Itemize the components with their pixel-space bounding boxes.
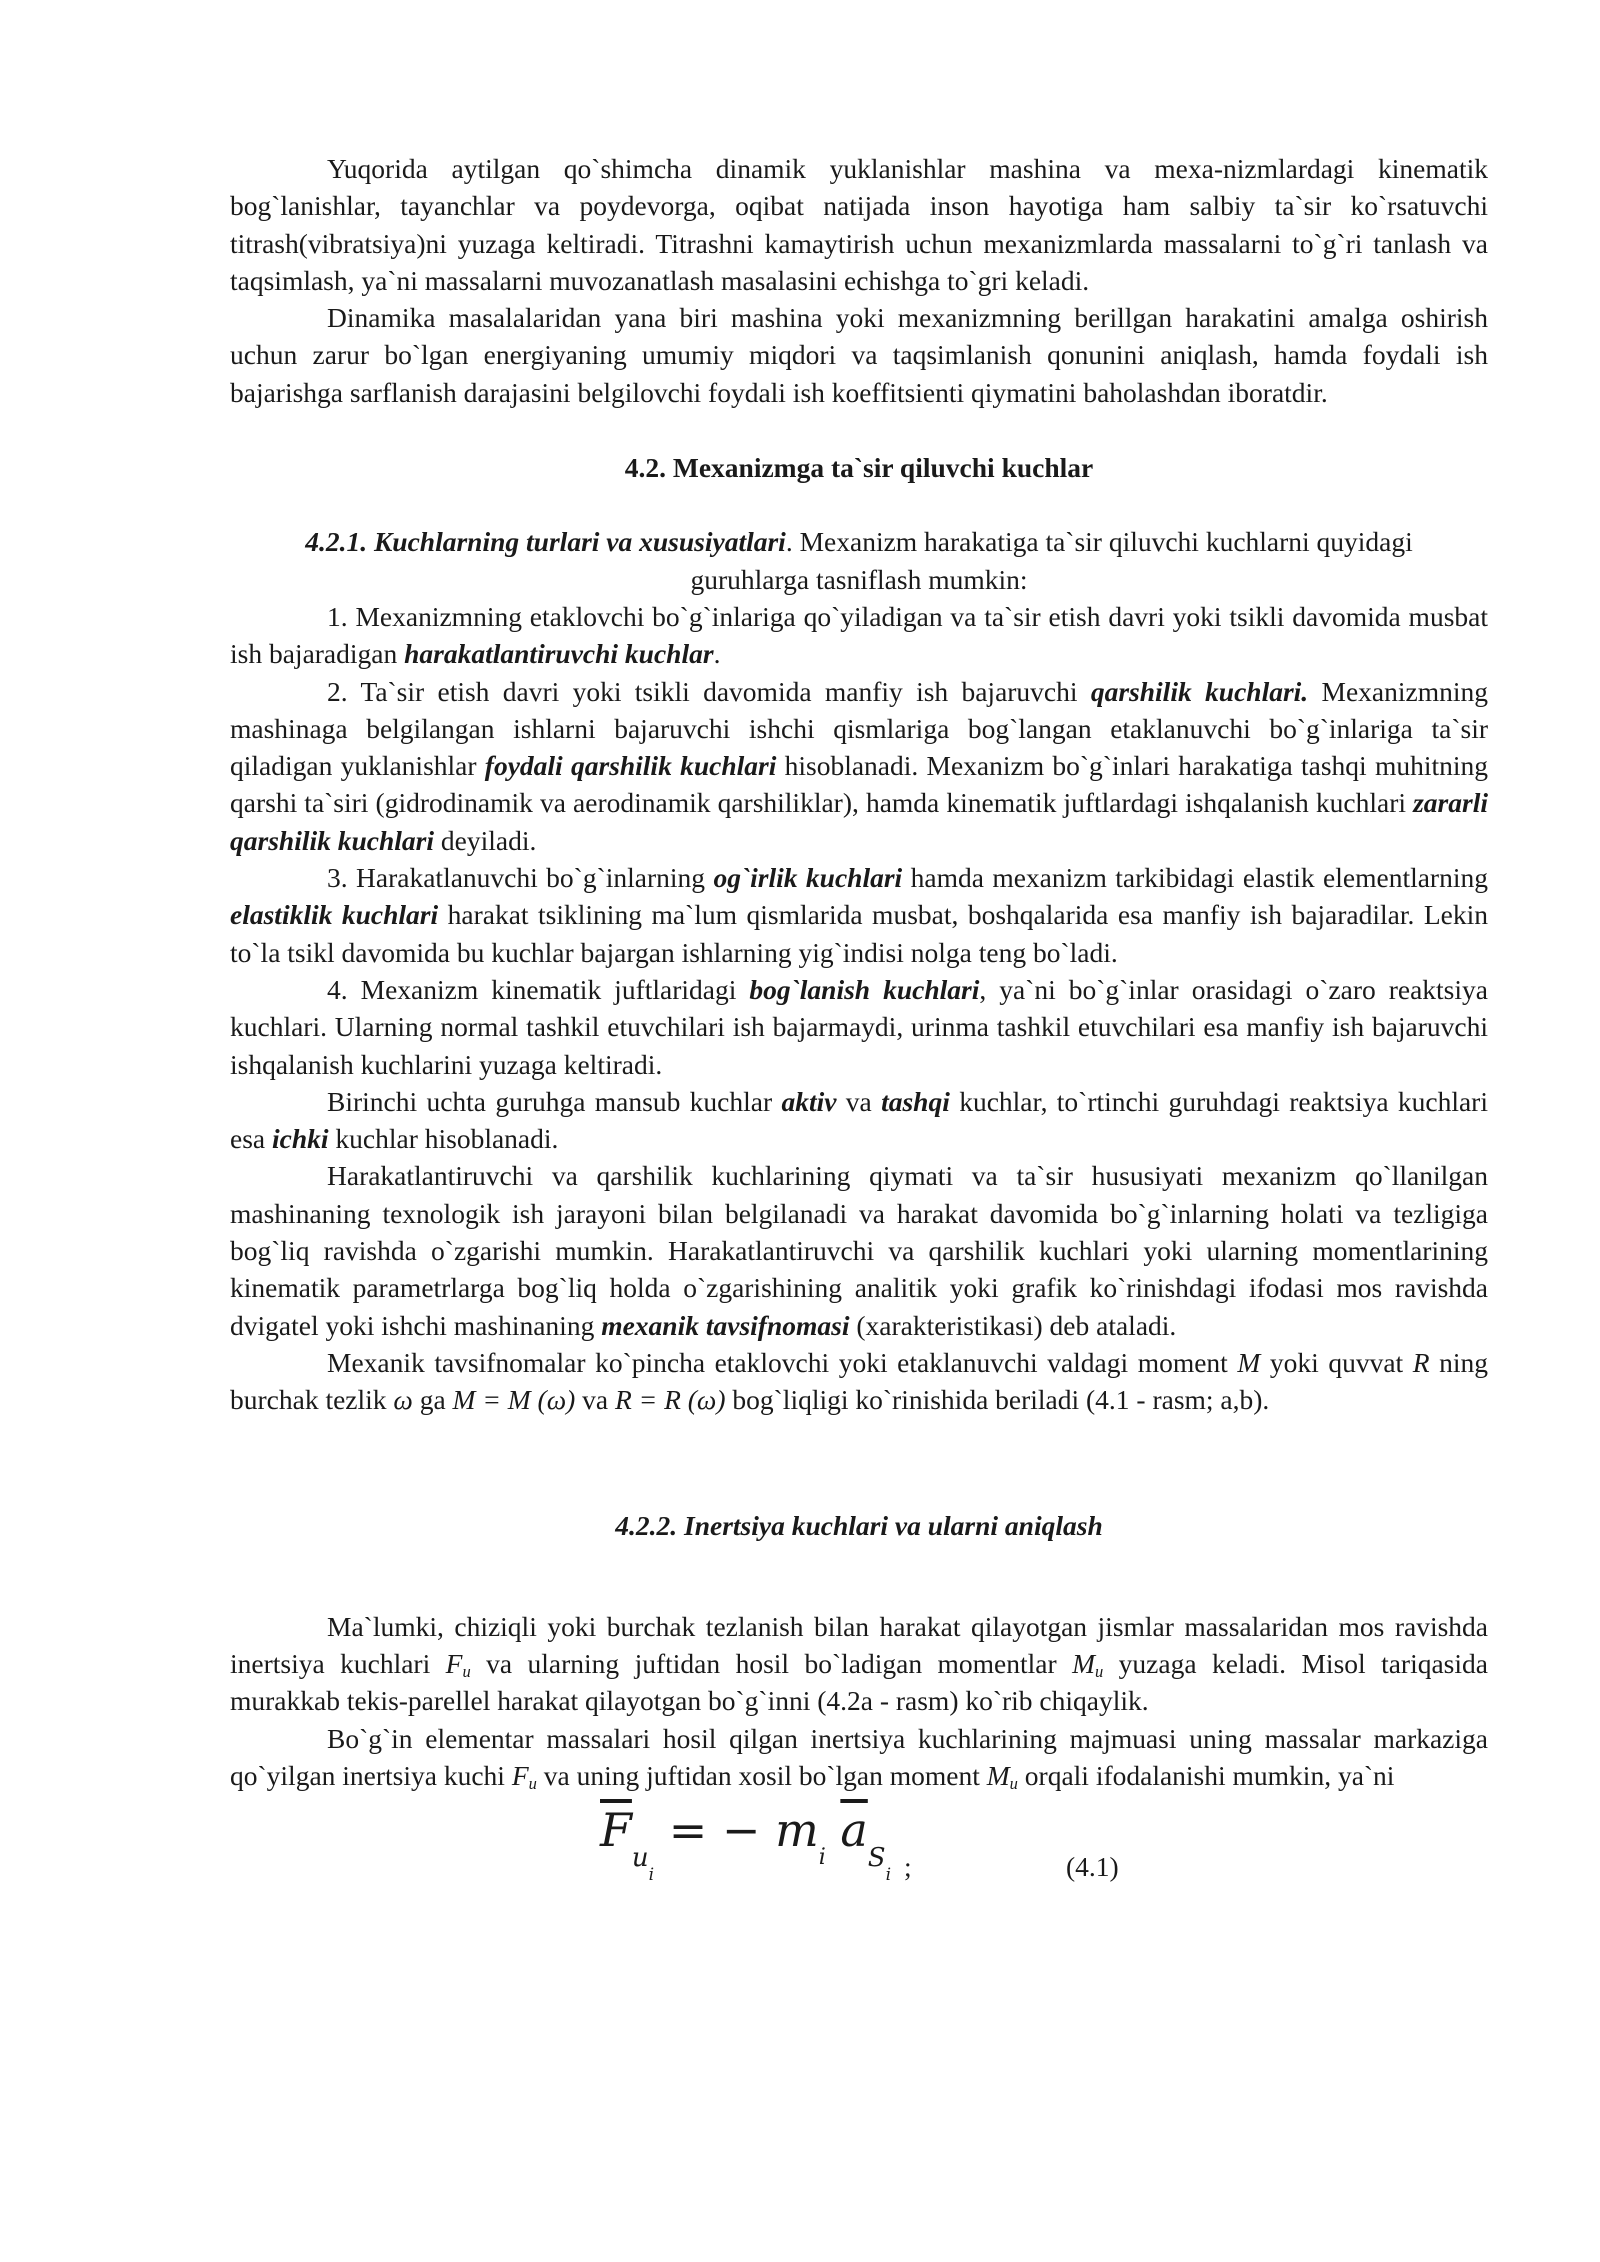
subsection-heading-4-2-1: 4.2.1. Kuchlarning turlari va xususiyatlari bbox=[305, 526, 786, 558]
term-internal: ichki bbox=[272, 1123, 329, 1155]
paragraph-active-external: Birinchi uchta guruhga mansub kuchlar aktiv va tashqi kuchlar, to`rtinchi guruhdagi reaktsiya kuchlari esa ichki kuchlar hisoblanadi. bbox=[230, 1085, 1488, 1155]
subsection-intro-4-2-1 bbox=[230, 523, 1488, 598]
paragraph-inertia-forces: Ma`lumki, chiziqli yoki burchak tezlanish bilan harakat qilayotgan jismlar massalaridan mos ravishda inertsiya kuchlari $F_u$ va ularning juftidan hosil bo`ladigan momentlar $M_u$ yuzaga keladi. Misol tariqasida murakkab tekis-parellel harakat qilayotgan bo`g`inni (4.2a - rasm) ko`rib chiqaylik. bbox=[230, 1610, 1488, 1717]
term-driving-forces: harakatlantiruvchi kuchlar bbox=[404, 638, 714, 670]
paragraph-dynamic-loads: Yuqorida aytilgan qo`shimcha dinamik yuklanishlar mashina va mexa-nizmlardagi kinematik bog`lanishlar, tayanchlar va poydevorga, oqibat natijada inson hayotiga ham salbiy ta`sir ko`rsatuvchi titrash(vibratsiya)ni yuzaga keltiradi. Titrashni kamaytirish uchun mexanizmlarda massalarni to`g`ri tanlash va taqsimlash, ya`ni massalarni muvozanatlash masalasini echishga to`gri keladi. bbox=[230, 153, 1488, 296]
term-elastic-forces: elastiklik kuchlari bbox=[230, 899, 439, 931]
subsection-intro-text: . Mexanizm harakatiga ta`sir qiluvchi kuchlarni quyidagi guruhlarga tasniflash mumkin: bbox=[690, 526, 1413, 595]
term-harmful-resistance: zararli qarshilik kuchlari bbox=[230, 787, 1488, 856]
term-useful-resistance: foydali qarshilik kuchlari bbox=[484, 750, 777, 782]
term-external: tashqi bbox=[881, 1085, 950, 1117]
document-page bbox=[230, 150, 1488, 1894]
list-item-gravity-elastic: 3. Harakatlanuvchi bo`g`inlarning og`irlik kuchlari hamda mexanizm tarkibidagi elastik elementlarning elastiklik kuchlari harakat tsiklining ma`lum qismlarida musbat, boshqalarida esa manfiy ish bajaradilar. Lekin to`la tsikl davomida bu kuchlar bajargan ishlarning yig`indisi nolga teng bo`ladi. bbox=[230, 862, 1489, 968]
equation-semicolon: ; bbox=[904, 1851, 912, 1883]
section-heading-4-2: 4.2. Mexanizmga ta`sir qiluvchi kuchlar bbox=[624, 452, 1094, 484]
term-constraint-forces: bog`lanish kuchlari bbox=[749, 973, 980, 1005]
term-resistance-forces: qarshilik kuchlari. bbox=[1090, 675, 1309, 707]
list-item-resistance-forces: 2. Ta`sir etish davri yoki tsikli davomida manfiy ish bajaruvchi qarshilik kuchlari. Mexanizmning mashinaga belgilangan ishlarni bajaruvchi ishchi qismlariga bog`langan etaklanuvchi bo`g`inlariga ta`sir qiladigan yuklanishlar foydali qarshilik kuchlari hisoblanadi. Mexanizm bo`g`inlari harakatiga tashqi muhitning qarshi ta`siri (gidrodinamik va aerodinamik qarshiliklar), hamda kinematik juftlardagi ishqalanish kuchlari zararli qarshilik kuchlari deyiladi. bbox=[230, 675, 1489, 856]
inertia-force-formula: $\overline{F}_{ui}$ = − $m_i$ $\overline{a}_{Si}$ bbox=[600, 1803, 892, 1886]
equation-number: (4.1) bbox=[1066, 1851, 1119, 1883]
paragraph-dynamics-tasks: Dinamika masalalaridan yana biri mashina yoki mexanizmning berillgan harakatini amalga oshirish uchun zarur bo`lgan energiyaning umumiy miqdori va taqsimlanish qonunini aniqlash, hamda foydali ish bajarishga sarflanish darajasini belgilovchi foydali ish koeffitsienti qiymatini baholashdan iboratdir. bbox=[230, 302, 1488, 408]
paragraph-moment-power: Mexanik tavsifnomalar ko`pincha etaklovchi yoki etaklanuvchi valdagi moment M yoki quvvat R ning burchak tezlik ω ga M = M (ω) va R = R (ω) bog`liqligi ko`rinishida beriladi (4.1 - rasm; a,b). bbox=[230, 1346, 1488, 1416]
paragraph-mechanical-characteristic: Harakatlantiruvchi va qarshilik kuchlarining qiymati va ta`sir hususiyati mexanizm qo`llanilgan mashinaning texnologik ish jarayoni bilan belgilanadi va harakat davomida bo`g`inlarning holati va tezligiga bog`liq ravishda o`zgarishi mumkin. Harakatlantiruvchi va qarshilik kuchlari yoki ularning momentlarining kinematik parametrlarga bog`liq holda o`zgarishining analitik yoki grafik ko`rinishdagi ifodasi mos ravishda dvigatel yoki ishchi mashinaning mexanik tavsifnomasi (xarakteristikasi) deb ataladi. bbox=[230, 1160, 1488, 1341]
list-item-constraint-forces: 4. Mexanizm kinematik juftlaridagi bog`lanish kuchlari, ya`ni bo`g`inlar orasidagi o`zaro reaktsiya kuchlari. Ularning normal tashkil etuvchilari ish bajarmaydi, urinma tashkil etuvchilari esa manfiy ish bajaruvchi ishqalanish kuchlarini yuzaga keltiradi. bbox=[230, 973, 1488, 1080]
term-active: aktiv bbox=[781, 1085, 837, 1117]
term-gravity-forces: og`irlik kuchlari bbox=[713, 862, 903, 894]
subsection-heading-4-2-2: 4.2.2. Inertsiya kuchlari va ularni aniqlash bbox=[615, 1509, 1103, 1541]
term-mechanical-characteristic: mexanik tavsifnomasi bbox=[601, 1309, 850, 1341]
list-item-driving-forces: 1. Mexanizmning etaklovchi bo`g`inlariga qo`yiladigan va ta`sir etish davri yoki tsikli davomida musbat ish bajaradigan harakatlantiruvchi kuchlar. bbox=[230, 600, 1488, 670]
paragraph-inertia-resultant: Bo`g`in elementar massalari hosil qilgan inertsiya kuchlarining majmuasi uning massalar markaziga qo`yilgan inertsiya kuchi $F_u$ va uning juftidan xosil bo`lgan moment $M_u$ orqali ifodalanishi mumkin, ya`ni bbox=[230, 1722, 1488, 1793]
equation-4-1 bbox=[230, 1800, 1488, 1894]
